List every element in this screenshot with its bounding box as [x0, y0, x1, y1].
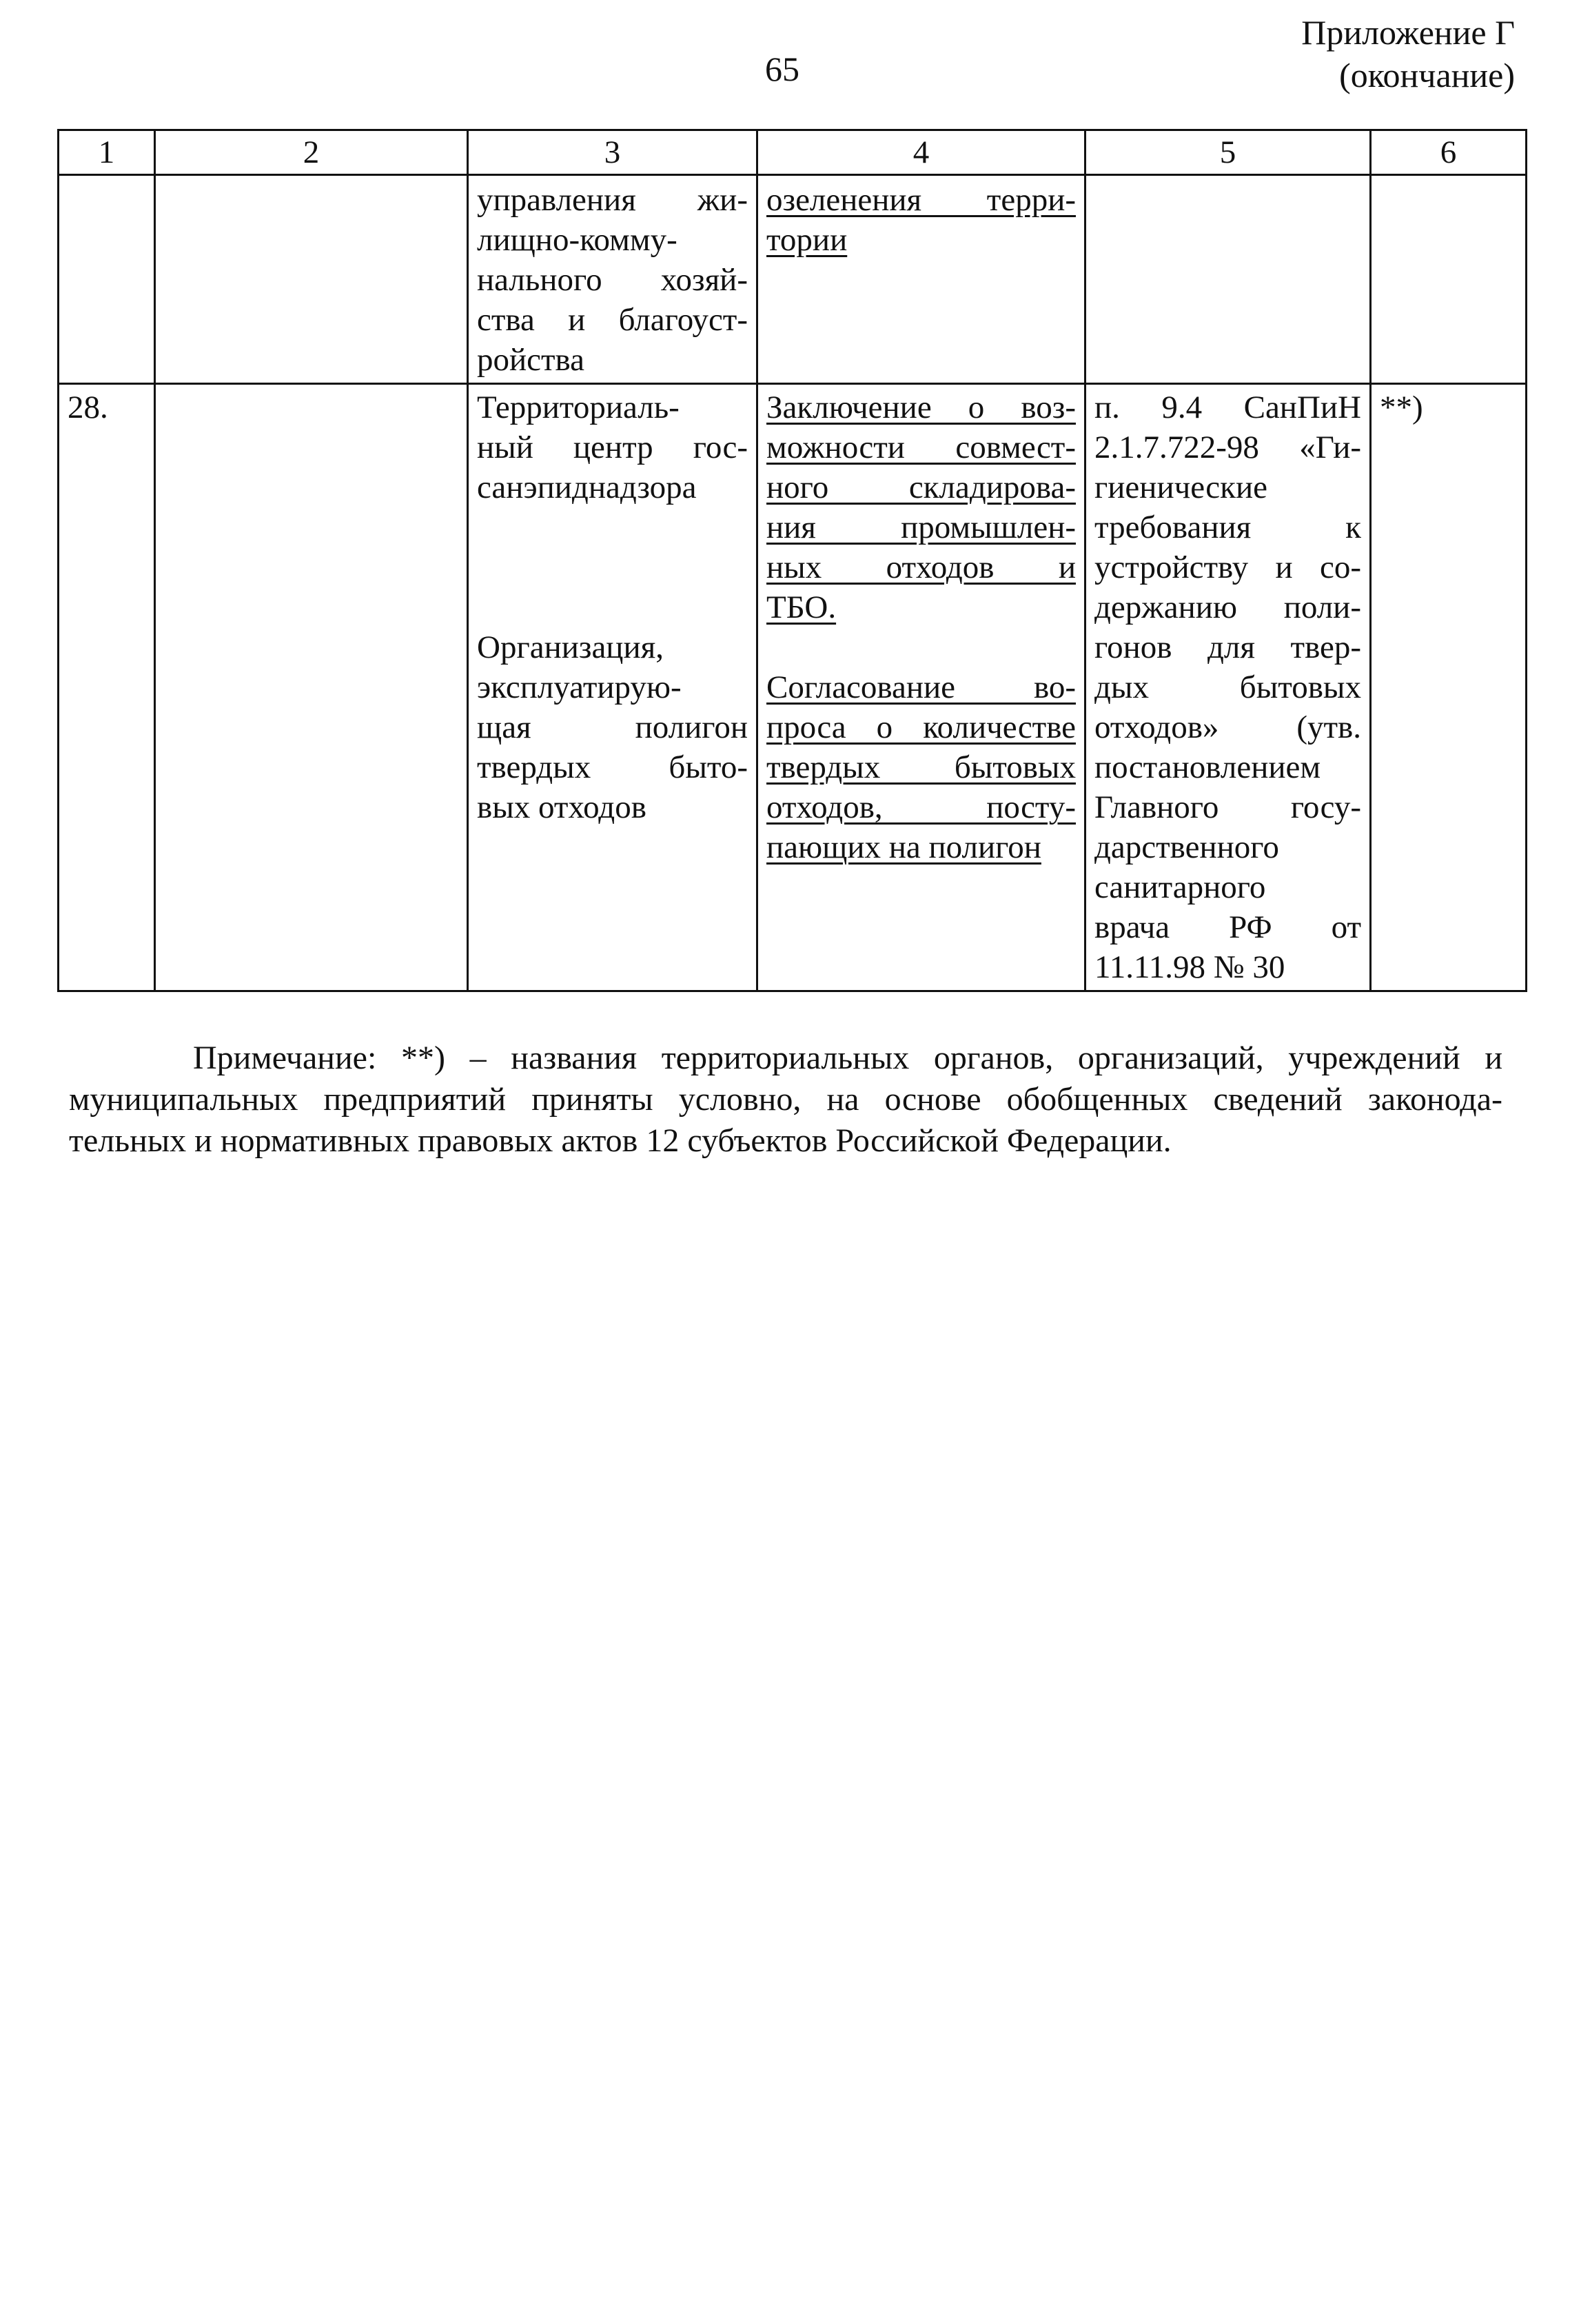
- note-line: муниципальных предприятий приняты условно, на основе обобщенных сведений законода-: [69, 1081, 1502, 1118]
- text-line: нального хозяй-: [477, 262, 748, 298]
- text-line: Территориаль-: [477, 390, 680, 425]
- text-line: тории: [766, 222, 848, 258]
- table-cell: [155, 175, 468, 384]
- table-row-28: [59, 384, 1527, 991]
- text-line: лищно-комму-: [477, 222, 677, 258]
- note-line: Примечание: **) – названия территориальных органов, организаций, учреждений и: [193, 1040, 1502, 1076]
- table-cell: [757, 175, 1085, 384]
- text-line: ройства: [477, 342, 584, 378]
- column-header: 6: [1371, 130, 1527, 175]
- organization-text-1: [477, 387, 748, 507]
- text-line: держанию поли-: [1094, 589, 1361, 625]
- text-line: санэпиднадзора: [477, 469, 697, 505]
- text-line: пающих на полигон: [766, 829, 1041, 865]
- text-line: твердых бытовых: [766, 749, 1076, 785]
- column-header: 3: [468, 130, 757, 175]
- text-line: дарственного: [1094, 829, 1279, 865]
- text-line: ных отходов и: [766, 549, 1076, 585]
- text-line: Главного госу-: [1094, 789, 1361, 825]
- table-cell: [59, 175, 155, 384]
- text-line: отходов, посту-: [766, 789, 1076, 825]
- document-text-2: [766, 667, 1076, 867]
- text-line: гиенические: [1094, 469, 1267, 505]
- table-cell: [757, 384, 1085, 991]
- footnote-marker-cell: **): [1371, 384, 1527, 991]
- column-header: 5: [1085, 130, 1371, 175]
- regulation-reference-text: [1094, 387, 1361, 987]
- text-line: постановлением: [1094, 749, 1321, 785]
- column-header: 2: [155, 130, 468, 175]
- text-line: вых отходов: [477, 789, 646, 825]
- document-text-1: [766, 387, 1076, 627]
- text-line: твердых быто-: [477, 749, 748, 785]
- table-cell: [1085, 384, 1371, 991]
- text-line: ТБО.: [766, 589, 837, 625]
- organization-text: [477, 180, 748, 380]
- table-cell: [468, 175, 757, 384]
- text-line: п. 9.4 СанПиН: [1094, 390, 1361, 425]
- text-line: устройству и со-: [1094, 549, 1361, 585]
- text-line: можности совмест-: [766, 430, 1076, 465]
- column-header: 4: [757, 130, 1085, 175]
- table-cell: [468, 384, 757, 991]
- table-cell: [1085, 175, 1371, 384]
- table-header-row: [59, 130, 1527, 175]
- appendix-subtitle: (окончание): [1339, 56, 1515, 94]
- text-line: Организация,: [477, 629, 664, 665]
- text-line: ный центр гос-: [477, 430, 748, 465]
- text-line: ния промышлен-: [766, 509, 1076, 545]
- text-line: гонов для твер-: [1094, 629, 1361, 665]
- text-line: Заключение о воз-: [766, 390, 1076, 425]
- text-line: отходов» (утв.: [1094, 709, 1361, 745]
- table-cell: [155, 384, 468, 991]
- text-line: ного складирова-: [766, 469, 1076, 505]
- text-line: управления жи-: [477, 182, 748, 218]
- text-line: дых бытовых: [1094, 669, 1361, 705]
- appendix-label: [1101, 11, 1515, 97]
- text-line: Согласование во-: [766, 669, 1076, 705]
- text-line: требования к: [1094, 509, 1361, 545]
- page-number: 65: [765, 50, 799, 88]
- text-line: озеленения терри-: [766, 182, 1076, 218]
- table-cell: [1371, 175, 1527, 384]
- text-line: ства и благоуст-: [477, 302, 748, 338]
- text-line: эксплуатирую-: [477, 669, 682, 705]
- organization-text-2: [477, 627, 748, 827]
- appendix-title: Приложение Г: [1301, 13, 1515, 52]
- regulation-table: [57, 129, 1527, 992]
- column-header: 1: [59, 130, 155, 175]
- text-line: 11.11.98 № 30: [1094, 949, 1285, 985]
- table-row-continuation: [59, 175, 1527, 384]
- footnote-note: [69, 1038, 1502, 1162]
- text-line: проса о количестве: [766, 709, 1076, 745]
- text-line: щая полигон: [477, 709, 748, 745]
- row-number-cell: 28.: [59, 384, 155, 991]
- document-text: [766, 180, 1076, 260]
- text-line: 2.1.7.722-98 «Ги-: [1094, 430, 1361, 465]
- text-line: врача РФ от: [1094, 909, 1361, 945]
- note-line: тельных и нормативных правовых актов 12 субъектов Российской Федерации.: [69, 1122, 1172, 1159]
- text-line: санитарного: [1094, 869, 1266, 905]
